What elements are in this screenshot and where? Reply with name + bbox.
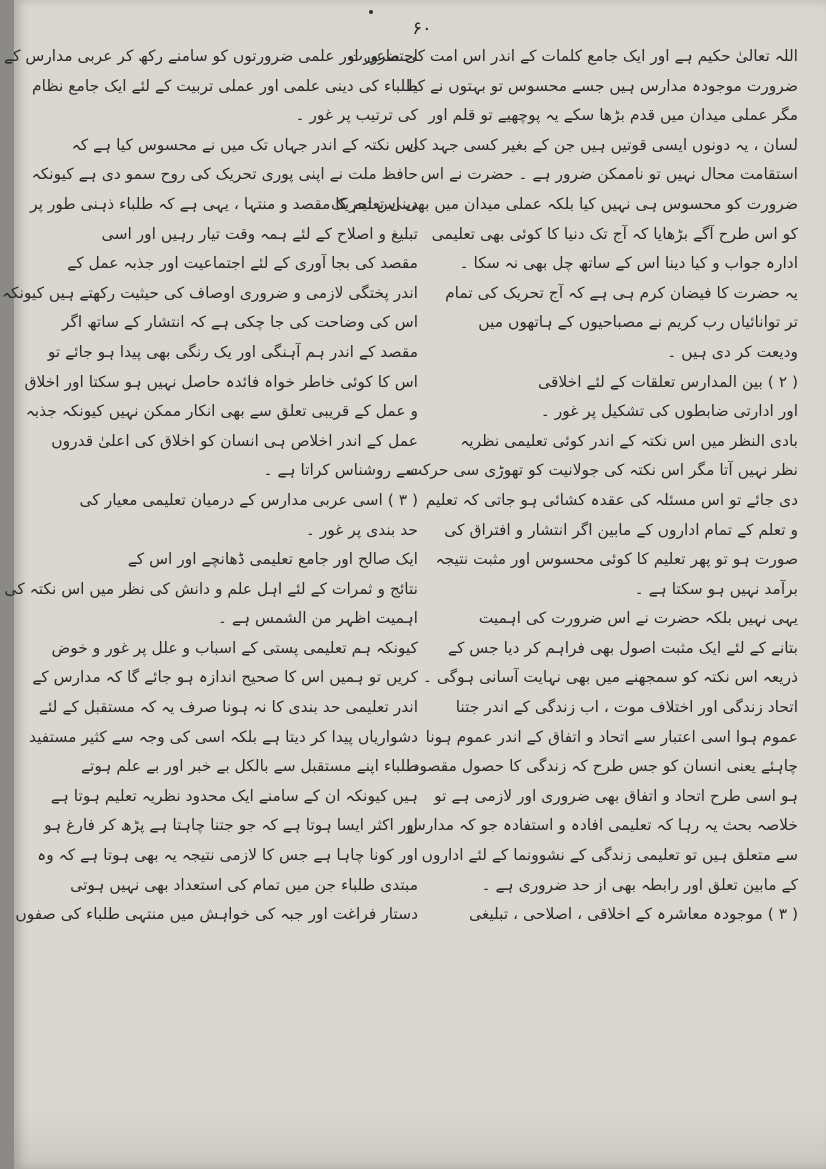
text-line: ہو اسی طرح اتحاد و اتفاق بھی ضروری اور لازمی ہے تو — [434, 786, 798, 805]
text-line: مگر عملی میدان میں قدم بڑھا سکے یہ پوچھیے تو قلم اور — [428, 106, 798, 125]
text-line: سے متعلق ہیں تو تعلیمی زندگی کے نشوونما کے لئے اداروں — [421, 846, 798, 865]
text-line: نظر نہیں آتا مگر اس نکتہ کی جولانیت کو تھوڑی سی حرکت — [407, 461, 798, 480]
text-line: اور کونا چاہا ہے جس کا لازمی نتیجہ یہ بھی ہوتا ہے کہ وہ — [37, 846, 418, 865]
text-line: چاہئے یعنی انسان کو جس طرح کہ زندگی کا حصول مقصود — [412, 757, 798, 776]
text-line: مبتدی طلباء جن میں تمام کی استعداد بھی نہیں ہوتی — [70, 875, 418, 894]
text-line: دستار فراغت اور جبہ کی خواہش میں منتہی طلباء کی صفوں — [15, 905, 418, 924]
text-line: یہی نہیں بلکہ حضرت نے اس ضرورت کی اہمیت — [478, 609, 798, 628]
text-line: خلاصہ بحث یہ رہا کہ تعلیمی افادہ و استفادہ جو کہ مدارس — [406, 816, 798, 835]
text-line: و عمل کے قریبی تعلق سے بھی انکار ممکن نہیں کیونکہ جذبہ — [25, 402, 418, 421]
text-line: دینی تعلیم کا مقصد و منتہا ، یہی ہے کہ طلباء ذہنی طور پر — [30, 194, 418, 213]
text-line: عمل کے اندر اخلاص ہی انسان کو اخلاق کی اعلیٰ قدروں — [51, 431, 418, 450]
text-line: اور اکثر ایسا ہوتا ہے کہ جو جتنا چاہتا ہے پڑھ کر فارغ ہو — [44, 816, 418, 835]
text-line: اس نکتہ کے اندر جہاں تک میں نے محسوس کیا ہے کہ — [71, 135, 418, 154]
text-line: نتائج و ثمرات کے لئے اہل علم و دانش کی نظر میں اس نکتہ کی — [4, 579, 418, 598]
text-line: اتحاد زندگی اور اختلاف موت ، اب زندگی کے اندر جتنا — [455, 698, 798, 717]
text-line: تبلیغ و اصلاح کے لئے ہمہ وقت تیار رہیں اور اسی — [101, 224, 418, 243]
text-line: طلباء اپنے مستقبل سے بالکل بے خبر اور بے علم ہوتے — [80, 757, 418, 776]
page-number: ۶۰ — [412, 18, 432, 39]
text-line: یہ حضرت کا فیضان کرم ہی ہے کہ آج تحریک کی تمام — [445, 283, 798, 302]
text-line: سے روشناس کراتا ہے ۔ — [263, 461, 418, 480]
text-line: کو اس طرح آگے بڑھایا کہ آج تک دنیا کا کوئی بھی تعلیمی — [431, 224, 798, 243]
text-line: ضرورت کو محسوس ہی نہیں کیا بلکہ عملی میدان میں بھی اس تحریک — [330, 194, 798, 213]
text-line: ضرورت موجودہ مدارس ہیں جسے محسوس تو بہتوں نے کیا — [408, 76, 798, 95]
text-line: بادی النظر میں اس نکتہ کے اندر کوئی تعلیمی نظریہ — [460, 431, 798, 450]
page-shadow — [14, 1109, 826, 1169]
text-line: اجتماعی اور علمی ضرورتوں کو سامنے رکھ کر عربی مدارس کے — [3, 47, 418, 65]
text-line: ( ۳ ) اسی عربی مدارس کے درمیان تعلیمی معیار کی — [79, 490, 418, 509]
text-line: حد بندی پر غور ۔ — [305, 520, 418, 539]
text-line: ادارہ جواب و کیا دینا اس کے ساتھ چل بھی نہ سکا ۔ — [459, 254, 798, 273]
text-line: و تعلم کے تمام اداروں کے مابین اگر انتشار و افتراق کی — [444, 520, 798, 539]
text-line: اللہ تعالیٰ حکیم ہے اور ایک جامع کلمات کے اندر اس امت کی ضرورت — [348, 47, 798, 65]
text-line: اہمیت اظہر من الشمس ہے ۔ — [217, 609, 418, 628]
text-line: ایک صالح اور جامع تعلیمی ڈھانچے اور اس کے — [127, 550, 418, 569]
text-line: صورت ہو تو پھر تعلیم کا کوئی محسوس اور مثبت نتیجہ — [435, 550, 798, 569]
text-line: برآمد نہیں ہو سکتا ہے ۔ — [634, 579, 798, 598]
text-line: اس کی وضاحت کی جا چکی ہے کہ انتشار کے ساتھ اگر — [61, 313, 418, 332]
text-line: دی جائے تو اس مسئلہ کی عقدہ کشائی ہو جاتی کہ تعلیم — [425, 490, 798, 509]
text-line: کے مابین تعلق اور رابطہ بھی از حد ضروری ہے ۔ — [481, 875, 798, 894]
text-line: کیونکہ ہم تعلیمی پستی کے اسباب و علل پر غور و خوض — [51, 638, 418, 657]
text-line: ودیعت کر دی ہیں ۔ — [667, 342, 798, 361]
text-line: کی ترتیب پر غور ۔ — [295, 106, 418, 125]
text-line: لسان ، یہ دونوں ایسی قوتیں ہیں جن کے بغیر کسی جہد کی — [406, 135, 798, 154]
book-page — [1, 0, 826, 1169]
text-line: دشواریاں پیدا کر دیتا ہے بلکہ اسی کی وجہ سے کثیر مستفید — [28, 727, 418, 746]
text-line: اندر پختگی لازمی و ضروری اوصاف کی حیثیت رکھتے ہیں کیونکہ — [1, 283, 418, 302]
text-line: مقصد کے اندر ہم آہنگی اور یک رنگی بھی پیدا ہو جائے تو — [47, 342, 418, 361]
text-line: ہیں کیونکہ ان کے سامنے ایک محدود نظریہ تعلیم ہوتا ہے — [50, 786, 418, 805]
text-line: اور ادارتی ضابطوں کی تشکیل پر غور ۔ — [540, 402, 798, 421]
text-line: اس کا کوئی خاطر خواہ فائدہ حاصل نہیں ہو سکتا اور اخلاق — [24, 372, 418, 391]
text-line: طلباء کی دینی علمی اور عملی تربیت کے لئے ایک جامع نظام — [32, 76, 418, 95]
text-line: اندر تعلیمی حد بندی کا نہ ہونا صرف یہ کہ مستقبل کے لئے — [38, 698, 418, 717]
text-line: ( ۲ ) بین المدارس تعلقات کے لئے اخلاقی — [538, 372, 798, 391]
ink-dot — [369, 10, 373, 14]
text-line: کریں تو ہمیں اس کا صحیح اندازہ ہو جائے گا کہ مدارس کے — [32, 668, 418, 687]
text-line: تر توانائیاں رب کریم نے مصباحیوں کے ہاتھوں میں — [478, 313, 798, 332]
text-line: بتانے کے لئے ایک مثبت اصول بھی فراہم کر دیا جس کے — [447, 638, 798, 657]
text-line: ( ۳ ) موجودہ معاشرہ کے اخلاقی ، اصلاحی ، تبلیغی — [468, 905, 798, 924]
text-line: حافظ ملت نے اپنی پوری تحریک کی روح سمو دی ہے کیونکہ — [31, 165, 418, 184]
text-line: ذریعہ اس نکتہ کو سمجھنے میں بھی نہایت آسانی ہوگی ۔ — [422, 668, 798, 687]
text-line: استقامت محال نہیں تو ناممکن ضرور ہے ۔ حضرت نے اس — [420, 165, 798, 184]
left-text-column — [1, 42, 418, 1082]
text-line: عموم ہوا اسی اعتبار سے اتحاد و اتفاق کے اندر عموم ہونا — [425, 727, 798, 746]
text-line: مقصد کی بجا آوری کے لئے اجتماعیت اور جذبہ عمل کے — [67, 254, 418, 273]
